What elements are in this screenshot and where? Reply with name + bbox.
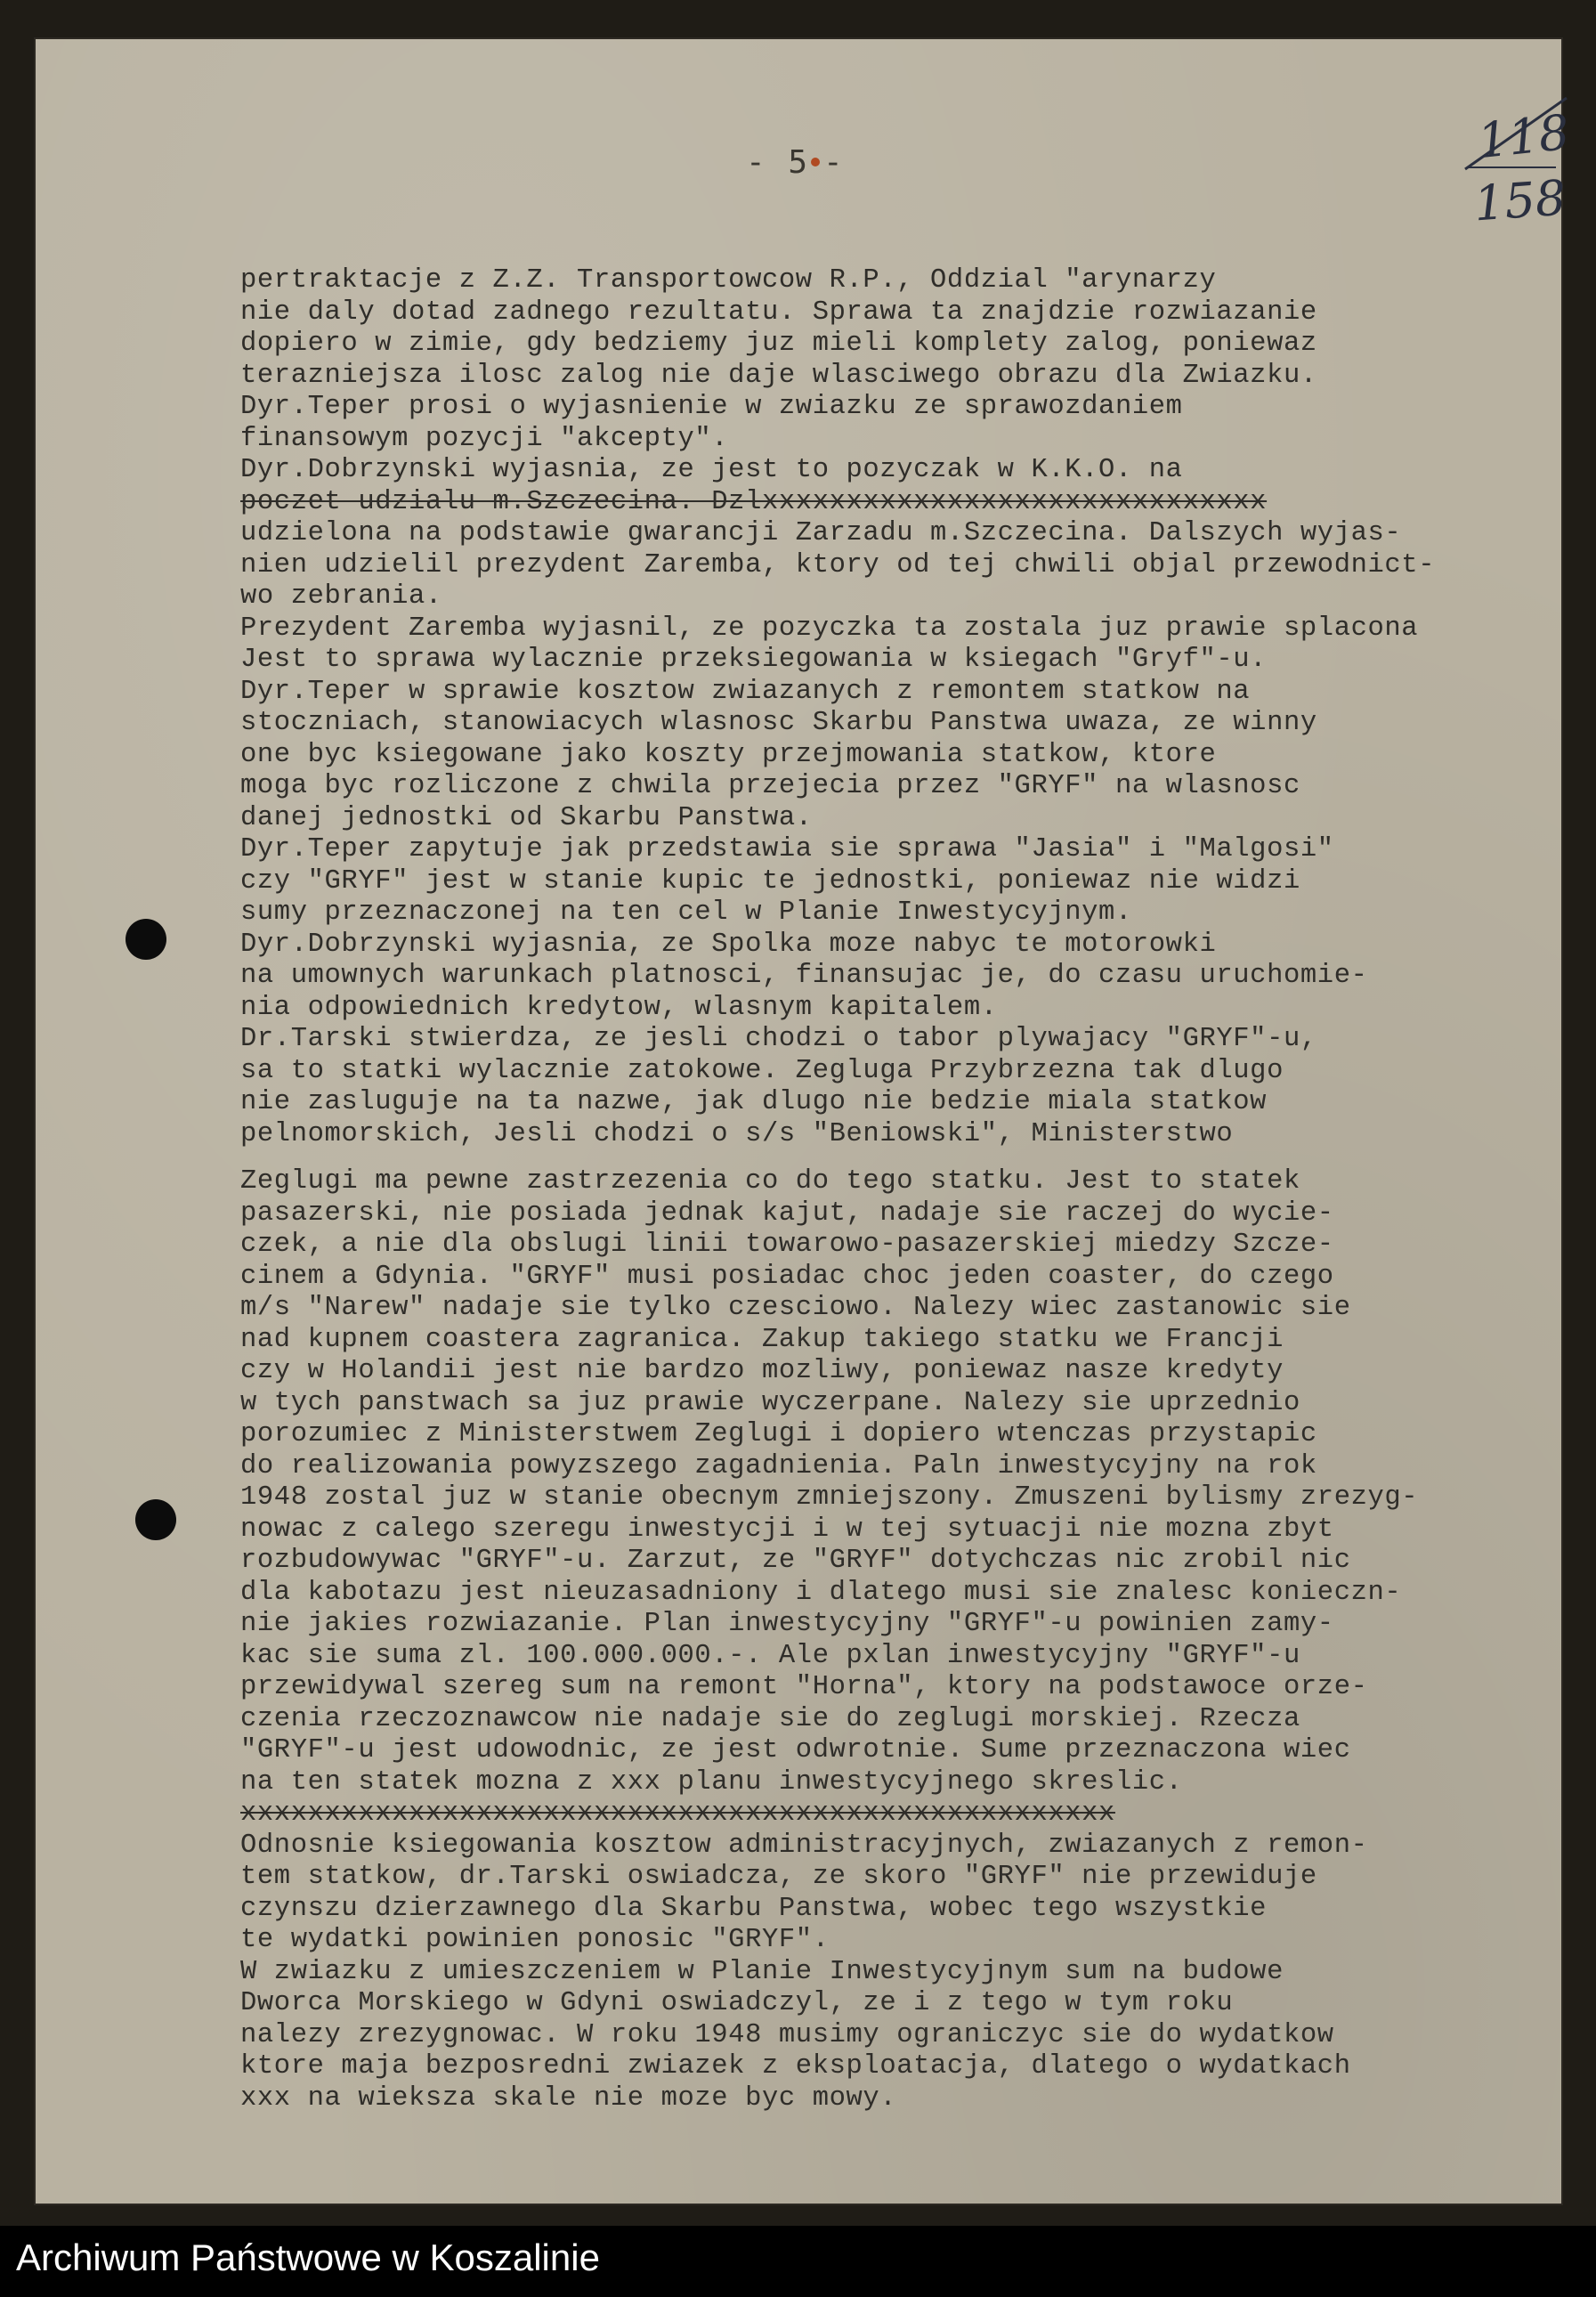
paragraph-gap — [240, 1150, 1576, 1166]
typed-text-body — [240, 265, 1576, 2114]
text-line: pertraktacje z Z.Z. Transportowcow R.P., Oddzial "arynarzy — [240, 265, 1217, 296]
text-line: Dyr.Teper zapytuje jak przedstawia sie sprawa "Jasia" i "Malgosi" — [240, 834, 1334, 864]
text-line-struck: poczet udzialu m.Szczecina. Dzlxxxxxxxxxxxxxxxxxxxxxxxxxxxxxx — [240, 486, 1268, 517]
text-line: porozumiec z Ministerstwem Zeglugi i dopiero wtenczas przystapic — [240, 1419, 1317, 1449]
text-line: rozbudowywac "GRYF"-u. Zarzut, ze "GRYF" dotychczas nic zrobil nic — [240, 1546, 1351, 1576]
text-line: Jest to sprawa wylacznie przeksiegowania w ksiegach "Gryf"-u. — [240, 645, 1268, 675]
text-line: te wydatki powinien ponosic "GRYF". — [240, 1925, 830, 1955]
text-line: nie daly dotad zadnego rezultatu. Sprawa ta znajdzie rozwiazanie — [240, 296, 1317, 328]
archive-folio-number — [1458, 91, 1574, 242]
text-line: wo zebrania. — [240, 581, 442, 612]
text-line: pelnomorskich, Jesli chodzi o s/s "Beniowski", Ministerstwo — [240, 1118, 1234, 1149]
text-line: terazniejsza ilosc zalog nie daje wlasciwego obrazu dla Zwiazku. — [240, 360, 1317, 391]
text-line: na umownych warunkach platnosci, finansujac je, do czasu uruchomie- — [240, 961, 1368, 991]
text-line: do realizowania powyzszego zagadnienia. Paln inwestycyjny na rok — [240, 1450, 1317, 1481]
text-line: nia odpowiednich kredytow, wlasnym kapitalem. — [240, 992, 998, 1023]
text-line: sumy przeznaczonej na ten cel w Planie Inwestycyjnym. — [240, 897, 1132, 928]
text-line: nad kupnem coastera zagranica. Zakup takiego statku we Francji — [240, 1324, 1284, 1355]
text-line: nie jakies rozwiazanie. Plan inwestycyjny "GRYF"-u powinien zamy- — [240, 1609, 1334, 1639]
text-line: cinem a Gdynia. "GRYF" musi posiadac choc jeden coaster, do czego — [240, 1261, 1334, 1292]
page-number-text: - 5 — [746, 144, 810, 181]
text-line: Dyr.Teper w sprawie kosztow zwiazanych z remontem statkow na — [240, 676, 1251, 707]
archive-name: Archiwum Państwowe w Koszalinie — [16, 2236, 600, 2278]
text-line: nalezy zrezygnowac. W roku 1948 musimy ograniczyc sie do wydatkow — [240, 2019, 1334, 2050]
text-line: pasazerski, nie posiada jednak kajut, nadaje sie raczej do wycie- — [240, 1197, 1334, 1229]
text-line: m/s "Narew" nadaje sie tylko czesciowo. Nalezy wiec zastanowic sie — [240, 1293, 1351, 1323]
text-line: Dyr.Dobrzynski wyjasnia, ze jest to pozyczak w K.K.O. na — [240, 455, 1183, 485]
archive-footer-bar — [0, 2226, 1596, 2297]
text-line: Dr.Tarski stwierdza, ze jesli chodzi o tabor plywajacy "GRYF"-u, — [240, 1024, 1317, 1054]
text-line: czynszu dzierzawnego dla Skarbu Panstwa, wobec tego wszystkie — [240, 1893, 1268, 1924]
text-line: czy w Holandii jest nie bardzo mozliwy, poniewaz nasze kredyty — [240, 1356, 1284, 1386]
text-line: czek, a nie dla obslugi linii towarowo-pasazerskiej miedzy Szcze- — [240, 1230, 1334, 1260]
text-line: finansowym pozycji "akcepty". — [240, 423, 729, 454]
text-line: sa to statki wylacznie zatokowe. Zegluga Przybrzezna tak dlugo — [240, 1055, 1284, 1086]
text-line: Dyr.Dobrzynski wyjasnia, ze Spolka moze nabyc te motorowki — [240, 929, 1217, 960]
text-line: W zwiazku z umieszczeniem w Planie Inwestycyjnym sum na budowe — [240, 1956, 1284, 1987]
text-line: nowac z calego szeregu inwestycji i w tej sytuacji nie mozna zbyt — [240, 1514, 1334, 1545]
folio-number-new: 158 — [1471, 169, 1568, 232]
text-line: kac sie suma zl. 100.000.000.-. Ale pxlan inwestycyjny "GRYF"-u — [240, 1640, 1300, 1671]
text-line: 1948 zostal juz w stanie obecnym zmniejszony. Zmuszeni bylismy zrezyg- — [240, 1482, 1419, 1513]
text-line: xxx na wieksza skale nie moze byc mowy. — [240, 2082, 897, 2114]
text-line: stoczniach, stanowiacych wlasnosc Skarbu Panstwa uwaza, ze winny — [240, 708, 1317, 738]
text-line: czy "GRYF" jest w stanie kupic te jednostki, poniewaz nie widzi — [240, 865, 1300, 897]
punch-hole-top — [126, 919, 166, 960]
text-line: nien udzielil prezydent Zaremba, ktory od tej chwili objal przewodnict- — [240, 549, 1436, 580]
text-line: nie zasluguje na ta nazwe, jak dlugo nie bedzie miala statkow — [240, 1087, 1268, 1117]
page-number: - 5 - — [746, 144, 845, 181]
text-line: danej jednostki od Skarbu Panstwa. — [240, 802, 813, 833]
text-line: one byc ksiegowane jako koszty przejmowania statkow, ktore — [240, 739, 1217, 770]
text-line: Zeglugi ma pewne zastrzezenia co do tego statku. Jest to statek — [240, 1166, 1300, 1197]
text-line: w tych panstwach sa juz prawie wyczerpane. Nalezy sie uprzednio — [240, 1387, 1300, 1418]
text-line: moga byc rozliczone z chwila przejecia przez "GRYF" na wlasnosc — [240, 771, 1300, 801]
text-line: ktore maja bezposredni zwiazek z eksploatacja, dlatego o wydatkach — [240, 2051, 1351, 2082]
text-line: na ten statek mozna z xxx planu inwestycyjnego skreslic. — [240, 1766, 1183, 1798]
text-line: czenia rzeczoznawcow nie nadaje sie do zeglugi morskiej. Rzecza — [240, 1703, 1300, 1734]
document-page — [34, 37, 1573, 2205]
text-line: tem statkow, dr.Tarski oswiadcza, ze skoro "GRYF" nie przewiduje — [240, 1862, 1317, 1892]
text-line: dla kabotazu jest nieuzasadniony i dlatego musi sie znalesc konieczn- — [240, 1577, 1402, 1608]
text-line-struck: xxxxxxxxxxxxxxxxxxxxxxxxxxxxxxxxxxxxxxxxxxxxxxxxxxxx — [240, 1798, 1115, 1829]
folio-number-old: 118 — [1474, 103, 1573, 170]
text-line: Prezydent Zaremba wyjasnil, ze pozyczka ta zostala juz prawie splacona — [240, 613, 1419, 644]
text-line: "GRYF"-u jest udowodnic, ze jest odwrotnie. Sume przeznaczona wiec — [240, 1735, 1351, 1765]
text-line: dopiero w zimie, gdy bedziemy juz mieli komplety zalog, poniewaz — [240, 329, 1317, 359]
text-line: Dworca Morskiego w Gdyni oswiadczyl, ze i z tego w tym roku — [240, 1988, 1234, 2018]
text-line: przewidywal szereg sum na remont "Horna", ktory na podstawoce orze- — [240, 1672, 1368, 1702]
text-line: Odnosnie ksiegowania kosztow administracyjnych, zwiazanych z remon- — [240, 1830, 1368, 1861]
red-dot-mark — [811, 158, 820, 166]
punch-hole-bottom — [135, 1499, 176, 1540]
text-line: udzielona na podstawie gwarancji Zarzadu m.Szczecina. Dalszych wyjas- — [240, 518, 1402, 548]
text-line: Dyr.Teper prosi o wyjasnienie w zwiazku ze sprawozdaniem — [240, 392, 1183, 422]
